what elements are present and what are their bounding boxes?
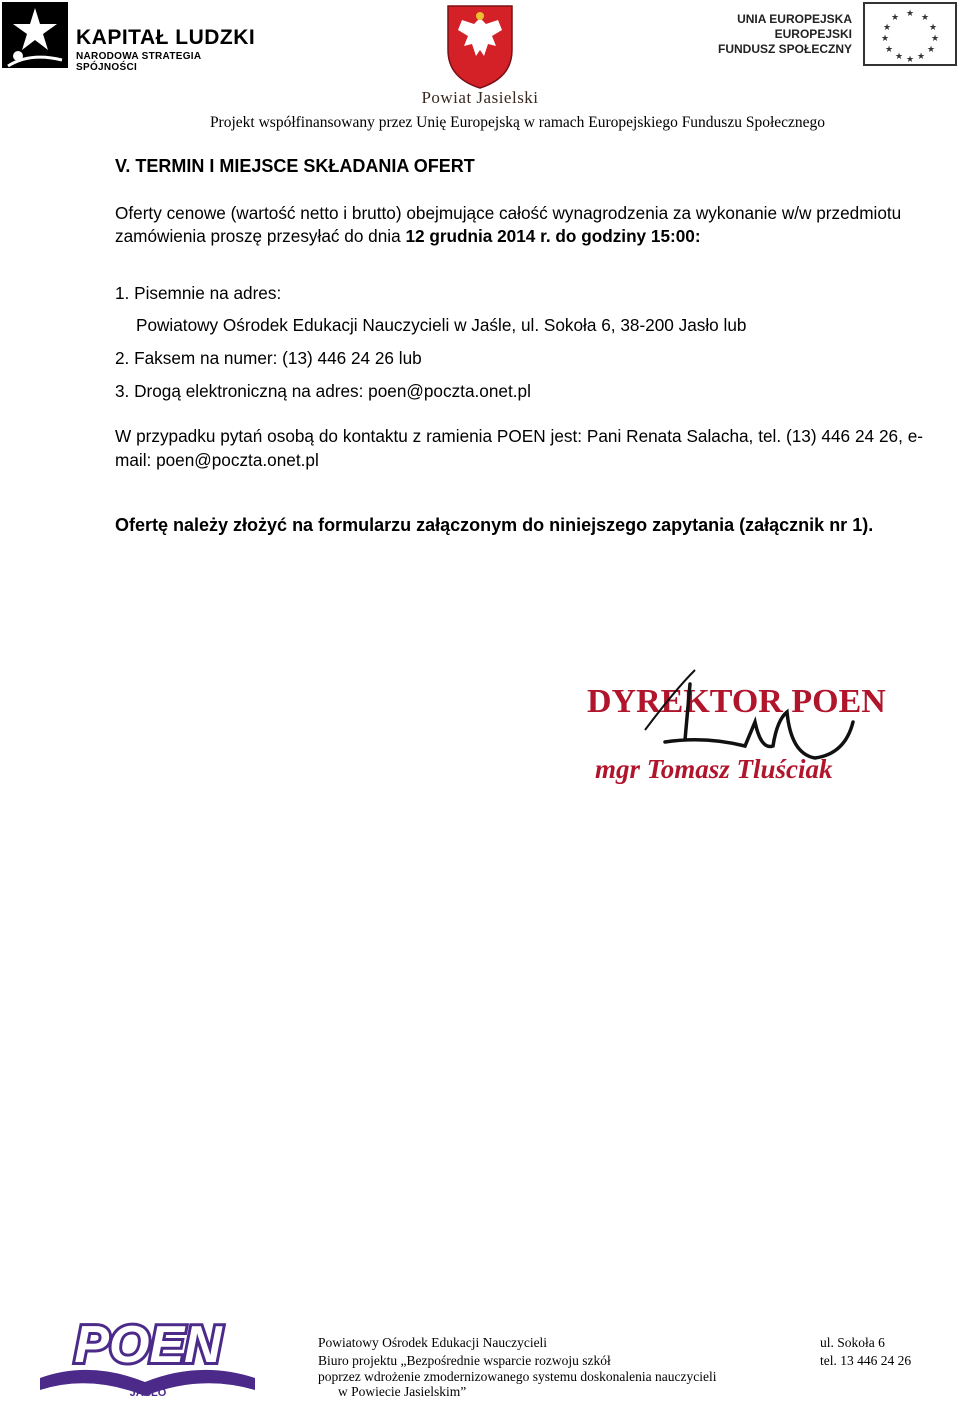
powiat-crest — [412, 0, 548, 110]
svg-text:★: ★ — [905, 54, 915, 64]
stamp-title: DYREKTOR POEN — [587, 683, 886, 720]
footer-line4: w Powiecie Jasielskim” — [338, 1384, 467, 1399]
poen-book-logo-icon — [30, 1300, 270, 1400]
list-item-2: 2. Faksem na numer: (13) 446 24 26 lub — [115, 348, 422, 368]
svg-text:★: ★ — [880, 33, 890, 43]
list-item-1-address: Powiatowy Ośrodek Edukacji Nauczycieli w Jaśle, ul. Sokoła 6, 38-200 Jasło lub — [136, 315, 747, 335]
poen-logo-sub: JASŁO — [129, 1387, 167, 1399]
contact-paragraph: W przypadku pytań osobą do kontaktu z ramienia POEN jest: Pani Renata Salacha, tel. (13) 446 24 26, e-mail: poen@poczta.onet.pl — [115, 426, 923, 470]
footer-line1-right: ul. Sokoła 6 — [820, 1335, 885, 1350]
footer-line2-left: Biuro projektu „Bezpośrednie wsparcie rozwoju szkół — [318, 1353, 611, 1368]
eu-flag-icon — [863, 2, 957, 66]
kapital-ludzki-subtitle: NARODOWA STRATEGIA SPÓJNOŚCI — [76, 51, 202, 73]
svg-text:★: ★ — [930, 33, 940, 43]
eagle-crest-icon — [412, 0, 548, 90]
footer-line2-right: tel. 13 446 24 26 — [820, 1353, 912, 1368]
svg-text:★: ★ — [920, 12, 930, 22]
director-stamp — [515, 650, 905, 810]
footer-line1-left: Powiatowy Ośrodek Edukacji Nauczycieli — [318, 1335, 548, 1350]
kapital-ludzki-title: KAPITAŁ LUDZKI — [76, 26, 256, 49]
svg-text:★: ★ — [905, 8, 915, 18]
svg-text:★: ★ — [890, 12, 900, 22]
list-item-3: 3. Drogą elektroniczną na adres: poen@poczta.onet.pl — [115, 381, 531, 401]
offers-deadline: 12 grudnia 2014 r. do godziny 15:00: — [405, 226, 701, 246]
poen-logo-text: POEN — [74, 1316, 222, 1374]
kapital-ludzki-logo — [0, 0, 260, 73]
offers-paragraph — [115, 202, 923, 248]
kapital-ludzki-emblem-icon — [0, 0, 70, 70]
powiat-name: Powiat Jasielski — [421, 88, 539, 107]
offers-intro: Oferty cenowe (wartość netto i brutto) obejmujące całość wynagrodzenia za wykonanie w/w przedmiotu zamówienia proszę przesyłać do dnia — [115, 203, 902, 246]
svg-text:★: ★ — [884, 44, 894, 54]
signature-stamp-icon — [515, 650, 905, 810]
ue-line2: EUROPEJSKI — [774, 27, 852, 41]
svg-text:★: ★ — [926, 44, 936, 54]
poen-logo — [30, 1300, 270, 1400]
section-heading: V. TERMIN I MIEJSCE SKŁADANIA OFERT — [115, 156, 475, 176]
svg-text:★: ★ — [928, 22, 938, 32]
svg-text:★: ★ — [882, 22, 892, 32]
ue-line1: UNIA EUROPEJSKA — [737, 12, 852, 26]
svg-text:★: ★ — [894, 51, 904, 61]
cofinance-note: Projekt współfinansowany przez Unię Europejską w ramach Europejskiego Funduszu Społecznego — [209, 114, 826, 131]
list-item-1: 1. Pisemnie na adres: — [115, 283, 282, 303]
ue-logo — [700, 0, 960, 70]
ue-text — [718, 12, 852, 57]
form-note: Ofertę należy złożyć na formularzu załączonym do niniejszego zapytania (załącznik nr 1). — [115, 515, 874, 535]
stamp-name: mgr Tomasz Tluściak — [595, 754, 833, 784]
ue-line3: FUNDUSZ SPOŁECZNY — [717, 42, 852, 56]
svg-text:★: ★ — [916, 51, 926, 61]
footer-line3: poprzez wdrożenie zmodernizowanego systemu doskonalenia nauczycieli — [318, 1369, 717, 1384]
